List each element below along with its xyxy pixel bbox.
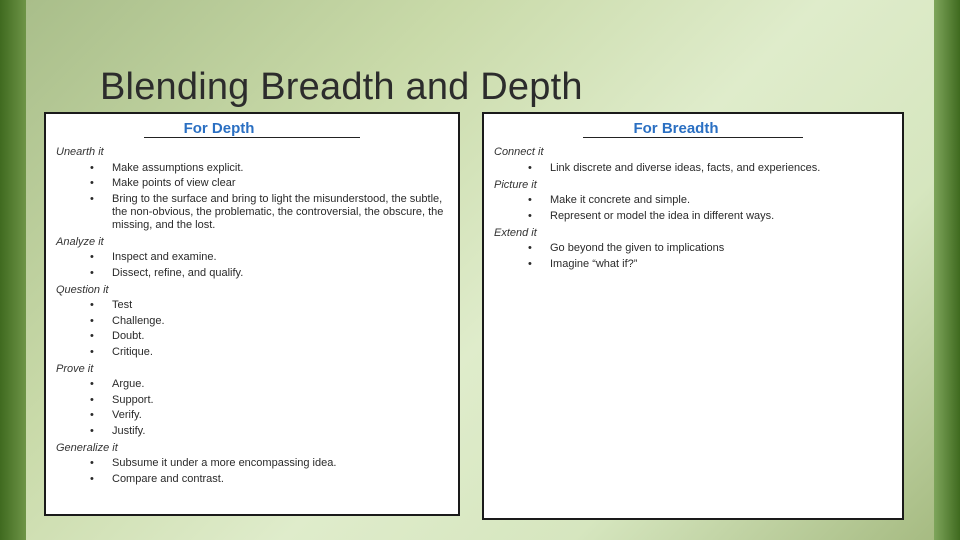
list-item: • Make it concrete and simple. — [538, 194, 892, 207]
section-label: Analyze it — [56, 235, 104, 248]
list-item: • Compare and contrast. — [100, 473, 448, 486]
section-list — [56, 162, 448, 232]
list-item: • Bring to the surface and bring to light the misunderstood, the subtle, the non-obvious, the problematic, the controversial, the obscure, the missing, and the lost. — [100, 193, 448, 232]
list-item: • Challenge. — [100, 315, 448, 328]
list-item: • Doubt. — [100, 330, 448, 343]
section-picture — [494, 179, 892, 223]
list-item: • Inspect and examine. — [100, 251, 448, 264]
breadth-sections — [494, 146, 892, 271]
list-item: • Dissect, refine, and qualify. — [100, 267, 448, 280]
list-item: • Make points of view clear — [100, 177, 448, 190]
section-analyze — [56, 236, 448, 280]
breadth-panel — [482, 112, 904, 520]
section-list — [56, 378, 448, 438]
list-item: • Test — [100, 299, 448, 312]
left-decor-band — [0, 0, 26, 540]
list-item: • Link discrete and diverse ideas, facts, and experiences. — [538, 162, 892, 175]
section-connect — [494, 146, 892, 175]
list-item: • Make assumptions explicit. — [100, 162, 448, 175]
section-list — [494, 242, 892, 271]
list-item: • Verify. — [100, 409, 448, 422]
depth-panel — [44, 112, 460, 516]
breadth-heading — [494, 120, 892, 138]
right-decor-band — [934, 0, 960, 540]
section-label: Unearth it — [56, 146, 104, 158]
slide-title: Blending Breadth and Depth — [100, 66, 583, 108]
section-extend — [494, 227, 892, 271]
breadth-heading-text: For Breadth — [633, 120, 719, 137]
section-list — [494, 194, 892, 223]
depth-sections — [56, 146, 448, 486]
section-list — [56, 457, 448, 486]
depth-heading-text: For Depth — [183, 120, 255, 137]
section-generalize — [56, 442, 448, 486]
section-label: Question it — [56, 283, 109, 296]
list-item: • Justify. — [100, 425, 448, 438]
list-item: • Go beyond the given to implications — [538, 242, 892, 255]
section-list — [494, 162, 892, 175]
section-label: Picture it — [494, 178, 537, 191]
section-label: Prove it — [56, 362, 94, 375]
section-label: Extend it — [494, 226, 537, 239]
section-list — [56, 251, 448, 280]
section-label: Connect it — [494, 146, 544, 158]
section-question — [56, 284, 448, 359]
section-list — [56, 299, 448, 359]
list-item: • Argue. — [100, 378, 448, 391]
section-prove — [56, 363, 448, 438]
list-item: • Support. — [100, 394, 448, 407]
list-item: • Imagine “what if?” — [538, 258, 892, 271]
list-item: • Represent or model the idea in different ways. — [538, 210, 892, 223]
section-unearth — [56, 146, 448, 232]
list-item: • Subsume it under a more encompassing idea. — [100, 457, 448, 470]
depth-heading — [56, 120, 448, 138]
list-item: • Critique. — [100, 346, 448, 359]
section-label: Generalize it — [56, 441, 118, 454]
